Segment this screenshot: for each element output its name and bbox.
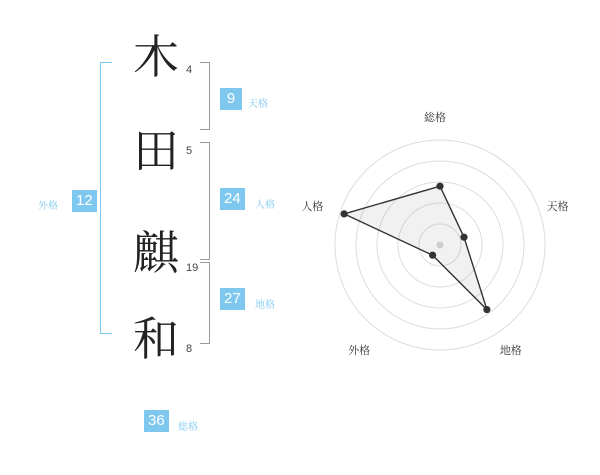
gaikaku-label: 外格 — [38, 201, 58, 212]
jinkaku-value: 24 — [220, 188, 245, 210]
stroke-count: 5 — [186, 145, 193, 157]
axis-label-tenkaku: 天格 — [546, 201, 569, 214]
axis-label-soukaku: 総格 — [424, 112, 446, 124]
name-character: 麒 — [133, 226, 179, 280]
axis-label-gaikaku: 外格 — [348, 345, 371, 358]
tenkaku-bracket — [200, 62, 210, 130]
tenkaku-label: 天格 — [248, 99, 268, 110]
soukaku-value: 36 — [144, 410, 169, 432]
gaikaku-value: 12 — [72, 190, 97, 212]
chikaku-value: 27 — [220, 288, 245, 310]
name-character: 和 — [133, 312, 179, 366]
name-character: 田 — [133, 124, 179, 178]
chikaku-label: 地格 — [255, 300, 275, 311]
stroke-count: 8 — [186, 343, 193, 355]
name-kakusu-panel — [0, 0, 300, 470]
axis-label-chikaku: 地格 — [499, 345, 522, 358]
tenkaku-value: 9 — [220, 88, 242, 110]
gaikaku-bracket — [100, 62, 112, 334]
soukaku-label: 総格 — [178, 422, 198, 433]
name-character: 木 — [133, 30, 179, 84]
axis-label-jinkaku: 人格 — [301, 201, 324, 214]
stroke-count: 19 — [186, 262, 199, 274]
jinkaku-bracket — [200, 142, 210, 260]
radar-chart-panel — [300, 0, 600, 470]
radar-chart — [300, 0, 600, 470]
chikaku-bracket — [200, 262, 210, 344]
jinkaku-label: 人格 — [255, 200, 275, 211]
stroke-count: 4 — [186, 64, 193, 76]
